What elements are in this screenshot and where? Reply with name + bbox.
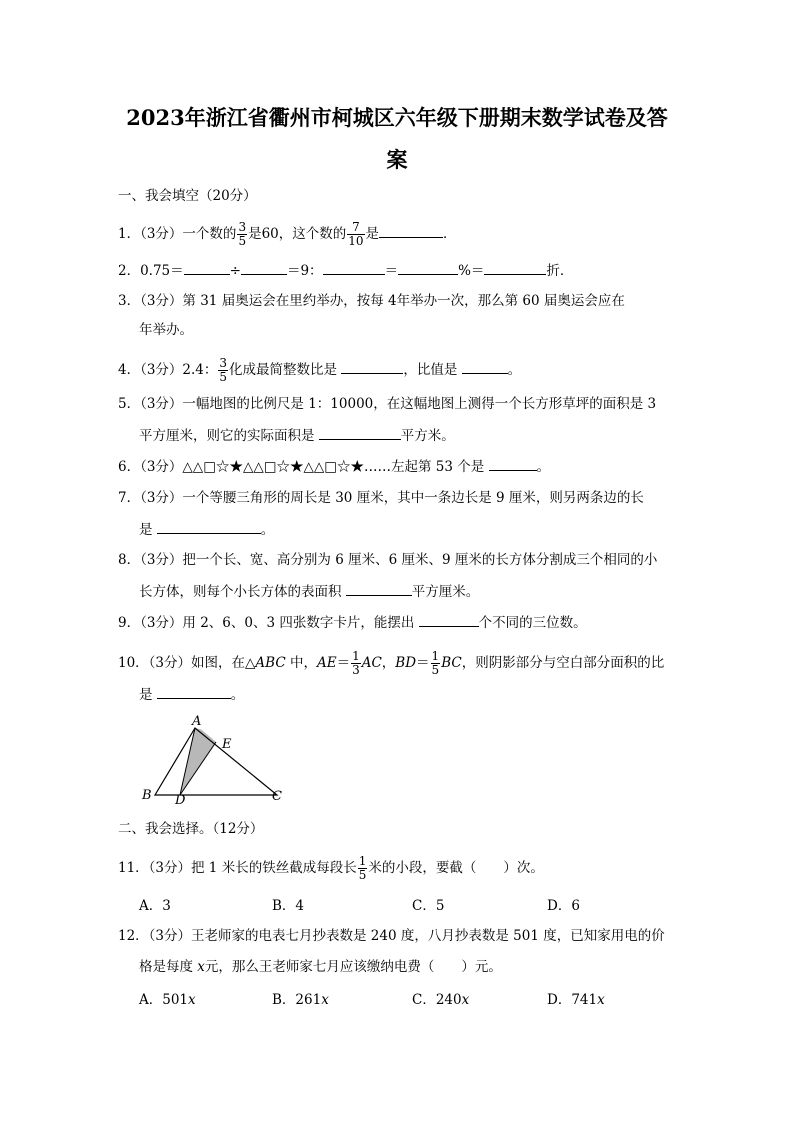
question-8-line2: 长方体，则每个小长方体的表面积 平方厘米。 xyxy=(139,581,479,602)
question-4: 4．（3分）2.4： $\frac{3}{5}$ 化成最简整数比是 ，比值是 。 xyxy=(118,356,522,384)
fraction: $\frac{3}{5}$ xyxy=(219,356,228,384)
section2-heading: 二、我会选择。（12分） xyxy=(118,821,264,837)
fraction: $\frac{3}{5}$ xyxy=(238,220,247,248)
q11-option-c[interactable]: C．5 xyxy=(412,898,445,914)
answer-blank[interactable] xyxy=(346,581,412,596)
label-b: B xyxy=(142,788,152,803)
question-7-line2: 是 。 xyxy=(139,519,274,540)
answer-blank[interactable] xyxy=(241,260,287,275)
label-e: E xyxy=(222,737,232,752)
answer-blank[interactable] xyxy=(419,612,479,627)
answer-blank[interactable] xyxy=(341,359,403,374)
answer-blank[interactable] xyxy=(323,260,385,275)
triangle-figure xyxy=(135,712,295,808)
q12-option-c[interactable]: C．240x xyxy=(412,992,470,1008)
label-c: C xyxy=(272,789,282,804)
question-3-line1: 3．（3分）第 31 届奥运会在里约举办，按每 4年举办一次，那么第 60 届奥运会应在 xyxy=(118,293,625,309)
q12-option-a[interactable]: A．501x xyxy=(139,992,196,1008)
question-1: 1．（3分）一个数的 $\frac{3}{5}$ 是60，这个数的 $\frac{7}{10}$ 是 ． xyxy=(118,220,457,248)
question-5-line2: 平方厘米，则它的实际面积是 平方米。 xyxy=(139,425,455,446)
question-5-line1: 5．（3分）一幅地图的比例尺是 1：10000，在这幅地图上测得一个长方形草坪的面积是 3 xyxy=(118,396,657,412)
page-title-line2: 案 xyxy=(386,147,408,172)
question-10-line1: 10．（3分）如图，在△ABC 中，AE＝ $\frac{1}{3}$ AC，BD＝ $\frac{1}{5}$ BC，则阴影部分与空白部分面积的比 xyxy=(118,649,665,677)
question-6: 6．（3分）△△□☆★△△□☆★△△□☆★……左起第 53 个是 。 xyxy=(118,456,550,477)
section1-heading: 一、我会填空（20分） xyxy=(118,188,257,204)
answer-blank[interactable] xyxy=(398,260,458,275)
shaded-region xyxy=(180,728,216,795)
fraction: $\frac{7}{10}$ xyxy=(348,220,364,248)
page-title-line1: 2023年浙江省衢州市柯城区六年级下册期末数学试卷及答 xyxy=(126,105,668,130)
question-8-line1: 8．（3分）把一个长、宽、高分别为 6 厘米、6 厘米、9 厘米的长方体分割成三个相同的小 xyxy=(118,552,658,568)
answer-blank[interactable] xyxy=(484,260,546,275)
q11-option-d[interactable]: D．6 xyxy=(547,898,580,914)
question-9: 9．（3分）用 2、6、0、3 四张数字卡片，能摆出 个不同的三位数。 xyxy=(118,612,587,633)
fraction: $\frac{1}{5}$ xyxy=(431,649,440,677)
question-12-line2: 格是每度 x元，那么王老师家七月应该缴纳电费（ ）元。 xyxy=(139,959,502,975)
answer-blank[interactable] xyxy=(184,260,230,275)
fraction: $\frac{1}{5}$ xyxy=(358,854,367,882)
question-7-line1: 7．（3分）一个等腰三角形的周长是 30 厘米，其中一条边长是 9 厘米，则另两条边的长 xyxy=(118,490,644,506)
label-a: A xyxy=(192,714,202,729)
answer-blank[interactable] xyxy=(379,223,443,238)
question-3-line2: 年举办。 xyxy=(139,322,193,338)
triangle-abc xyxy=(155,728,277,795)
q11-option-a[interactable]: A．3 xyxy=(139,898,171,914)
question-10-line2: 是 。 xyxy=(139,684,244,705)
q11-option-b[interactable]: B．4 xyxy=(272,898,305,914)
answer-blank[interactable] xyxy=(157,684,231,699)
q12-option-d[interactable]: D．741x xyxy=(547,992,605,1008)
answer-blank[interactable] xyxy=(157,519,261,534)
question-11: 11．（3分）把 1 米长的铁丝截成每段长 $\frac{1}{5}$ 米的小段，要截（ ）次。 xyxy=(118,854,544,882)
answer-blank[interactable] xyxy=(462,359,508,374)
question-2: 2．0.75＝ ÷ ＝9： ＝ %＝ 折． xyxy=(118,260,573,281)
answer-blank[interactable] xyxy=(489,456,537,471)
fraction: $\frac{1}{3}$ xyxy=(352,649,360,677)
label-d: D xyxy=(175,793,186,808)
q12-option-b[interactable]: B．261x xyxy=(272,992,329,1008)
answer-blank[interactable] xyxy=(319,425,401,440)
question-12-line1: 12．（3分）王老师家的电表七月抄表数是 240 度，八月抄表数是 501 度，已知家用电的价 xyxy=(118,928,665,944)
